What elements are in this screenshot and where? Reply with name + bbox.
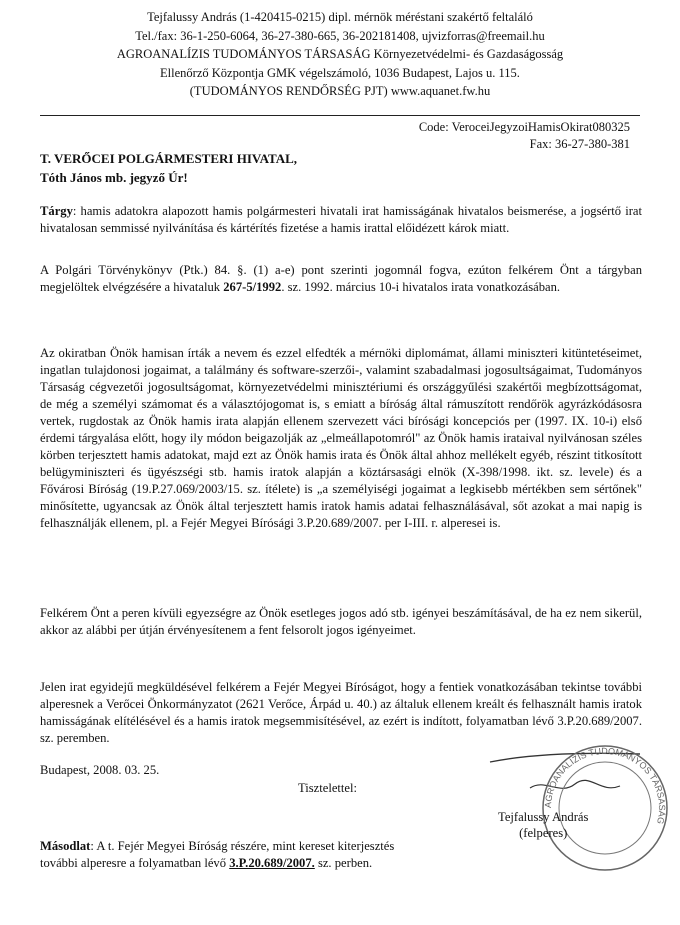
copy-text-c: sz. perben. — [314, 856, 373, 870]
date-line: Budapest, 2008. 03. 25. — [40, 763, 160, 777]
request-text-b: . sz. 1992. március 10-i hivatalos irata vonatkozásában. — [281, 280, 561, 294]
reference-number: 267-5/1992 — [223, 280, 282, 294]
fax-number: Fax: 36-27-380-381 — [529, 137, 630, 151]
signature-block — [498, 809, 588, 841]
subject-paragraph — [40, 203, 642, 237]
letterhead-line-5: (TUDOMÁNYOS RENDŐRSÉG PJT) www.aquanet.fw.hu — [189, 84, 491, 98]
copy-text-b: további alperesre a folyamatban lévő — [40, 856, 230, 870]
signer-name: Tejfalussy András — [498, 810, 589, 824]
letterhead-line-3: AGROANALÍZIS TUDOMÁNYOS TÁRSASÁG Környezetvédelmi- és Gazdaságosság — [116, 47, 564, 61]
addressee-office: T. VERŐCEI POLGÁRMESTERI HIVATAL, — [40, 151, 298, 166]
letterhead-line-1: Tejfalussy András (1-420415-0215) dipl. mérnök méréstani szakértő feltaláló — [147, 10, 533, 24]
copy-line-1 — [40, 838, 394, 855]
request-text-a: A Polgári Törvénykönyv (Ptk.) 84. §. (1) a-e) pont szerinti jogomnál fogva, ezúton felkérem Önt a tárgyban megjelöltek elvégzésére a hivataluk — [40, 263, 642, 294]
copy-note — [40, 838, 394, 872]
subject-label: Tárgy — [40, 204, 73, 218]
addressee-block — [40, 149, 297, 187]
request-paragraph — [40, 262, 642, 296]
addressee-person: Tóth János mb. jegyző Úr! — [40, 170, 188, 185]
copy-case-number: 3.P.20.689/2007. — [229, 856, 315, 870]
code-fax-block — [419, 119, 630, 153]
settlement-paragraph: Felkérem Önt a peren kívüli egyezségre az Önök esetleges jogos adó stb. igényei beszámításával, de ha ez nem sikerül, akkor az alábbi per útján érvényesítenem a fent felsorolt jogos igényeimet. — [40, 606, 642, 637]
document-code: Code: VeroceiJegyzoiHamisOkirat080325 — [418, 120, 630, 134]
copy-line-2 — [40, 855, 394, 872]
header-divider — [40, 115, 640, 116]
court-request-paragraph: Jelen irat egyidejű megküldésével felkérem a Fejér Megyei Bíróságot, hogy a fentiek vonatkozásában tekintse további alperesnek a Verőcei Önkormányzatot (2621 Verőce, Árpád u. 40.) az általuk ellenem kreált és felhasznált hamis iratok hamisságának elítélésével és a hamis iratok megsemmisítésével, az ezért is indított, folyamatban lévő 3.P.20.689/2007. sz. peremben. — [40, 680, 642, 745]
copy-label: Másodlat — [40, 839, 91, 853]
letterhead-line-2: Tel./fax: 36-1-250-6064, 36-27-380-665, 36-202181408, ujvizforras@freemail.hu — [135, 28, 545, 43]
letterhead-line-4: Ellenőrző Központja GMK végelszámoló, 1036 Budapest, Lajos u. 115. — [160, 65, 520, 80]
closing-salutation: Tisztelettel: — [298, 781, 358, 795]
subject-text: : hamis adatokra alapozott hamis polgármesteri hivatali irat hamisságának hivatalos beismerése, a jogsértő irat hivatalosan semmissé nyilvánítása és kártérítés fizetése a hamis irattal előidézett károk miatt. — [40, 204, 642, 235]
round-stamp — [535, 738, 675, 878]
stamp-text: AGROANALÍZIS TUDOMÁNYOS TÁRSASÁG — [542, 745, 668, 826]
signer-role: (felperes) — [519, 826, 568, 840]
letterhead — [0, 8, 680, 101]
allegations-paragraph: Az okiratban Önök hamisan írták a nevem és ezzel elfedték a mérnöki diplomámat, állami miniszteri kitüntetéseimet, ingatlan tulajdonosi jogaimat, a találmány és software-szerzői-, valamint szabadalmasi jogosultságaimat, Tudományos Társaság cégvezetői jogosultságomat, környezetvédelmi minisztériumi és országgyűlési szakértői megbízottságomat, de még a személyi számomat és a választójogomat is, s emiatt a bíróság által rámuszított rendőrök agyrázkódásosra vertek, rugdostak az Önök hamis irata alapján ellenem szervezett váci bírósági koncepciós per (1997. IX. 10-i) első érdemi tárgyalása előtt, hogy ily módon beigazolják az „elmeállapotomról" az Önök hamis irataival nyilvánosan széles körben terjesztett hamis adatokat, majd ezt az Önök hamis irata és Önök által ahhoz mellékelt egyéb, részint titkosított belügyminiszteri és ügyészségi stb. hamis iratok alapján a köztársasági elnök (X-398/1998. ikt. sz. levele) és a Fővárosi Bíróság (19.P.27.069/2003/15. sz. ítélete) is „a személyiségi jogaimat a legkisebb mértékben sem sértőnek" minősítette, ugyancsak az Önök által terjesztett hamis iratok hamis adatai felhasználásával, sőt azokat a mai napig is felhasználják ellenem, pl. a Fejér Megyei Bírósági 3.P.20.689/2007. per I-III. r. alperesei is. — [40, 346, 642, 530]
copy-text-a: : A t. Fejér Megyei Bíróság részére, mint kereset kiterjesztés — [90, 839, 395, 853]
